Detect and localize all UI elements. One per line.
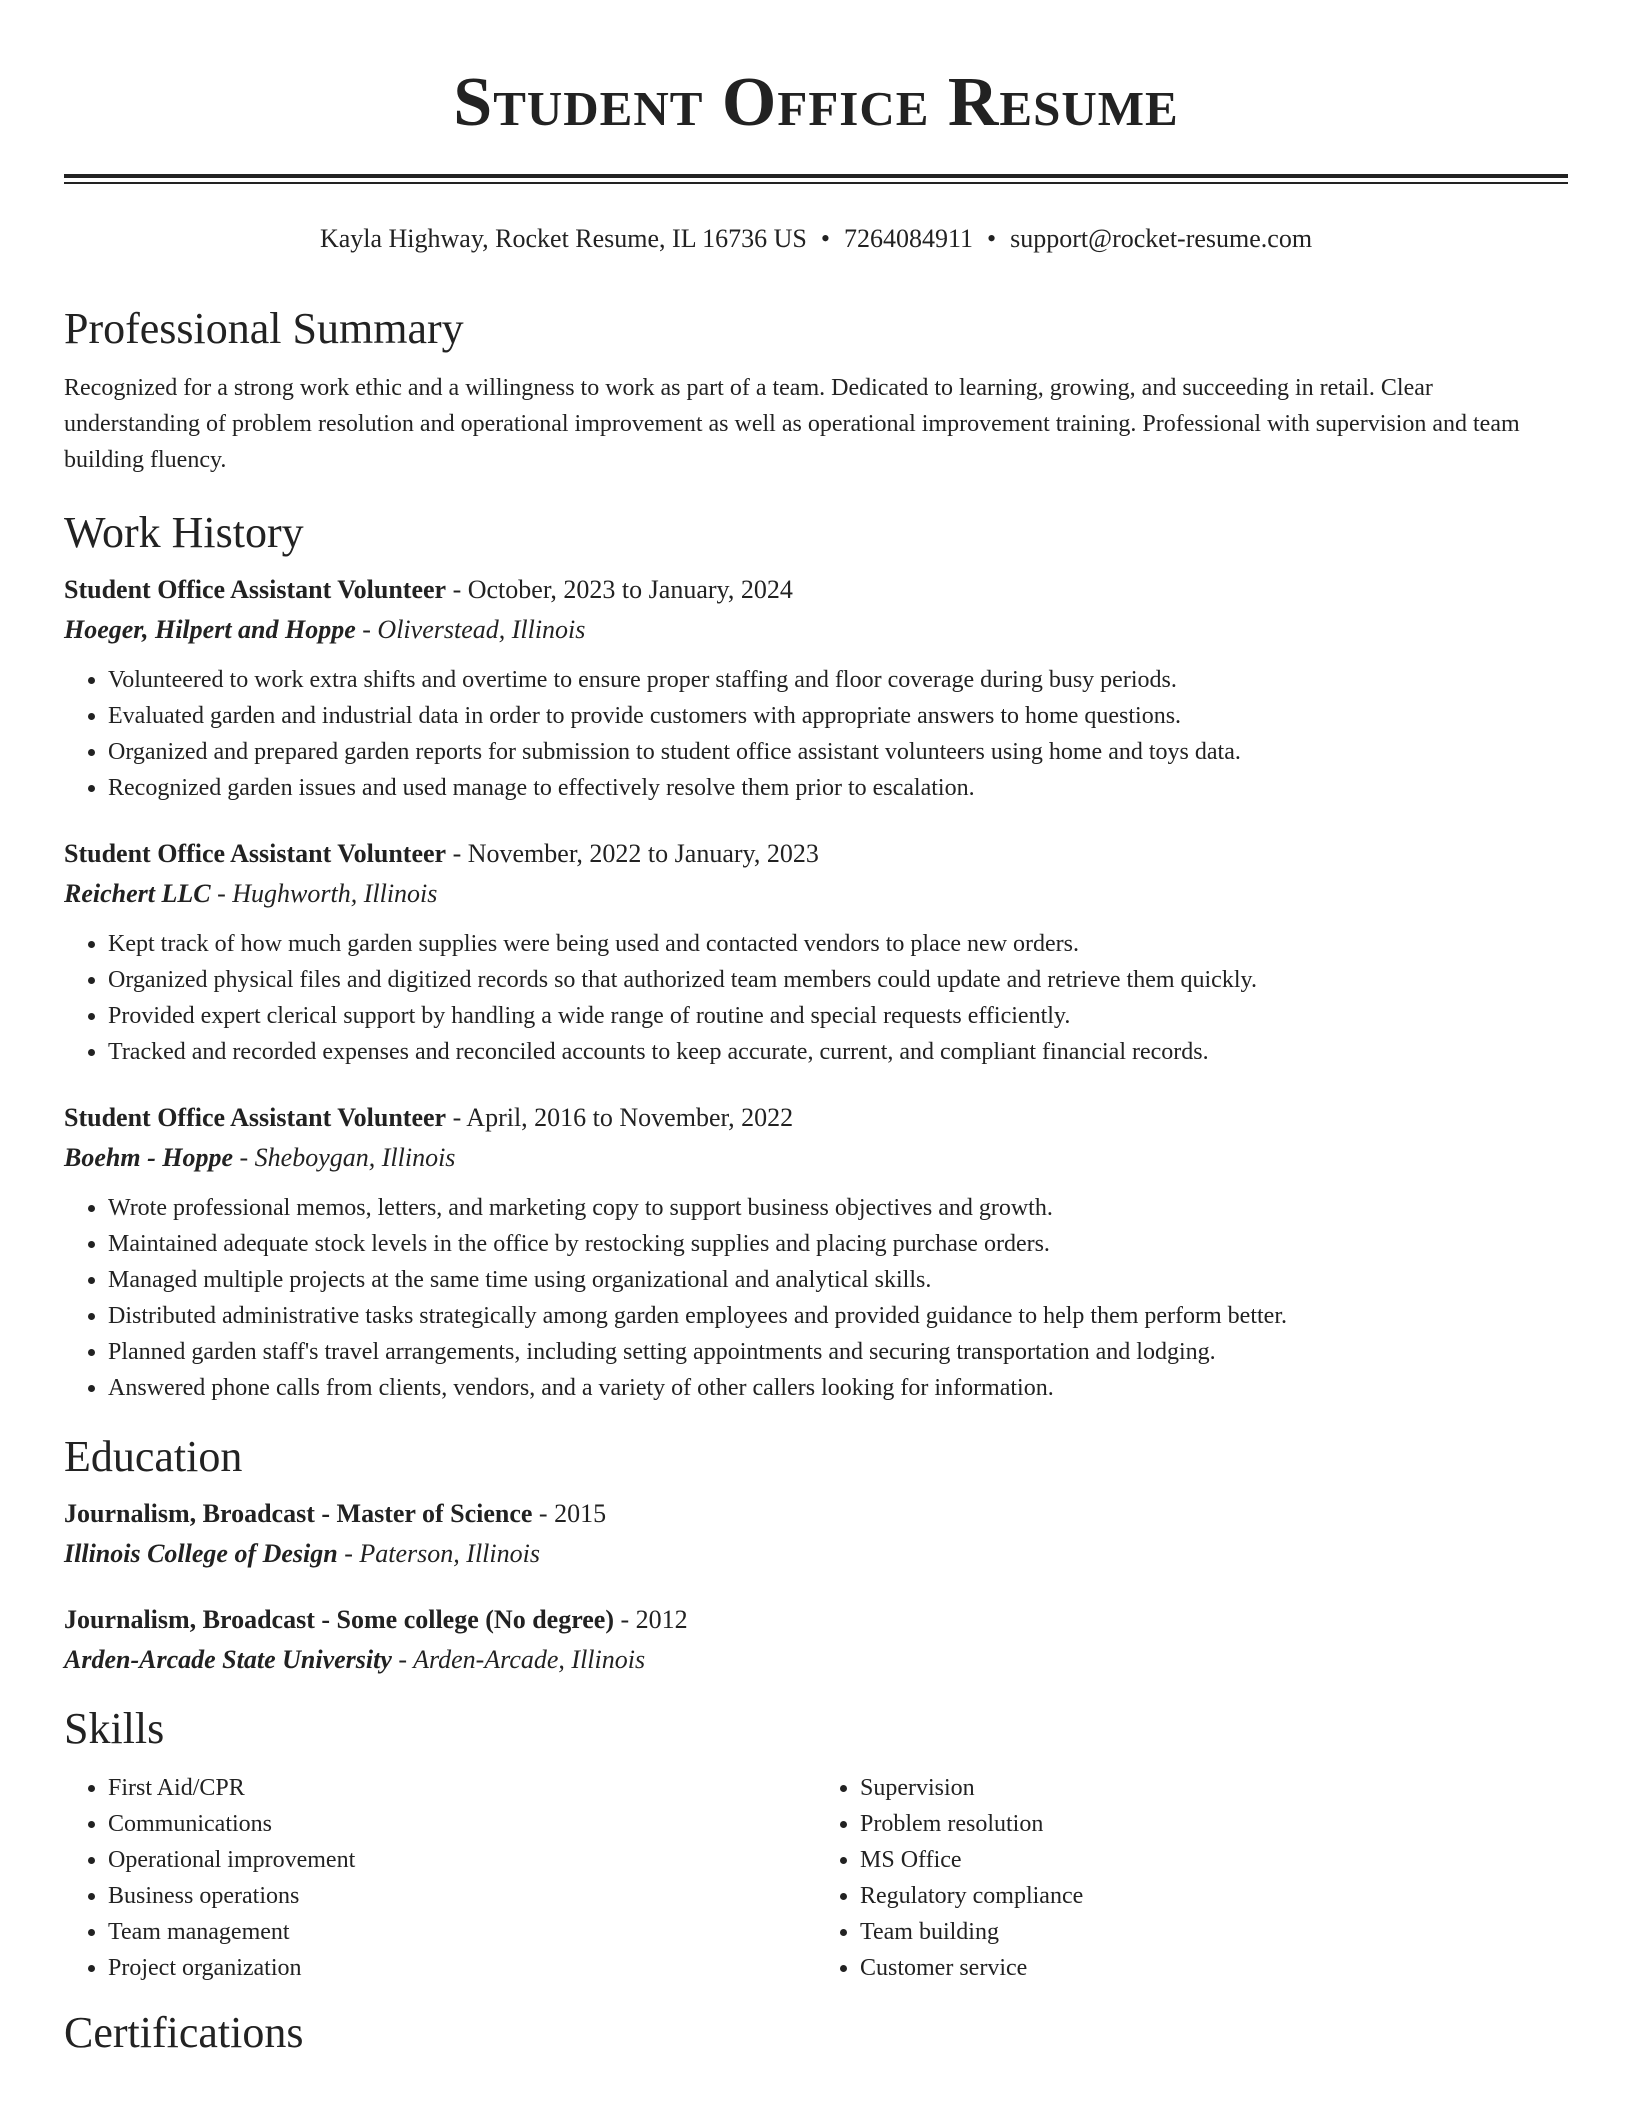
education-school-line xyxy=(64,1642,1568,1678)
skill-item: • MS Office xyxy=(860,1842,1568,1878)
job-dates: - November, 2022 to January, 2023 xyxy=(446,839,819,868)
certifications-section xyxy=(64,2006,1568,2060)
list-item: • Distributed administrative tasks strategically among garden employees and provided guidance to help them perform better. xyxy=(108,1298,1568,1334)
summary-section xyxy=(64,302,1568,478)
job-header xyxy=(64,836,1568,872)
skill-item: • Project organization xyxy=(108,1950,816,1986)
job-entry xyxy=(64,1100,1568,1406)
skill-item: • Team building xyxy=(860,1914,1568,1950)
job-dates: - April, 2016 to November, 2022 xyxy=(446,1103,794,1132)
job-entry xyxy=(64,572,1568,806)
job-duties xyxy=(64,1190,1568,1406)
skill-item: • Communications xyxy=(108,1806,816,1842)
skills-section xyxy=(64,1702,1568,1986)
education-degree: Journalism, Broadcast - Master of Science xyxy=(64,1499,533,1528)
job-location: - Oliverstead, Illinois xyxy=(355,615,586,644)
job-duties xyxy=(64,662,1568,806)
list-item: • Organized and prepared garden reports for submission to student office assistant volunteers using home and toys data. xyxy=(108,734,1568,770)
education-location: - Paterson, Illinois xyxy=(337,1539,540,1568)
list-item: • Maintained adequate stock levels in the office by restocking supplies and placing purchase orders. xyxy=(108,1226,1568,1262)
skills-list-right xyxy=(816,1770,1568,1986)
contact-separator: • xyxy=(987,224,997,253)
contact-line xyxy=(64,222,1568,256)
education-location: - Arden-Arcade, Illinois xyxy=(391,1645,646,1674)
job-title: Student Office Assistant Volunteer xyxy=(64,839,447,868)
job-employer xyxy=(64,612,1568,648)
education-section xyxy=(64,1430,1568,1678)
job-employer xyxy=(64,1140,1568,1176)
education-school-line xyxy=(64,1536,1568,1572)
job-location: - Hughworth, Illinois xyxy=(210,879,438,908)
contact-phone: 7264084911 xyxy=(843,224,974,253)
list-item: • Kept track of how much garden supplies were being used and contacted vendors to place new orders. xyxy=(108,926,1568,962)
skill-item: • Operational improvement xyxy=(108,1842,816,1878)
resume-title: Student Office Resume xyxy=(453,64,1179,141)
education-year: - 2012 xyxy=(614,1605,688,1634)
title-divider-thick xyxy=(64,174,1568,178)
skill-item: • Team management xyxy=(108,1914,816,1950)
job-company: Reichert LLC xyxy=(64,879,211,908)
job-location: - Sheboygan, Illinois xyxy=(233,1143,456,1172)
job-company: Boehm - Hoppe xyxy=(64,1143,233,1172)
section-heading-summary: Professional Summary xyxy=(64,304,464,353)
contact-email: support@rocket-resume.com xyxy=(1010,224,1313,253)
list-item: • Volunteered to work extra shifts and overtime to ensure proper staffing and floor coverage during busy periods. xyxy=(108,662,1568,698)
list-item: • Tracked and recorded expenses and reconciled accounts to keep accurate, current, and compliant financial records. xyxy=(108,1034,1568,1070)
skill-item: • Supervision xyxy=(860,1770,1568,1806)
work-section xyxy=(64,506,1568,1406)
job-duties xyxy=(64,926,1568,1070)
education-entry xyxy=(64,1496,1568,1572)
education-header xyxy=(64,1496,1568,1532)
resume-page xyxy=(64,0,1568,2060)
list-item: • Wrote professional memos, letters, and marketing copy to support business objectives and growth. xyxy=(108,1190,1568,1226)
skill-item: • Problem resolution xyxy=(860,1806,1568,1842)
job-header xyxy=(64,1100,1568,1136)
list-item: • Managed multiple projects at the same time using organizational and analytical skills. xyxy=(108,1262,1568,1298)
title-divider-thin xyxy=(64,182,1568,184)
job-title: Student Office Assistant Volunteer xyxy=(64,1103,447,1132)
education-header xyxy=(64,1602,1568,1638)
contact-separator: • xyxy=(820,224,830,253)
job-entry xyxy=(64,836,1568,1070)
skills-columns xyxy=(64,1770,1568,1986)
education-year: - 2015 xyxy=(532,1499,607,1528)
job-employer xyxy=(64,876,1568,912)
education-school: Arden-Arcade State University xyxy=(64,1645,392,1674)
list-item: • Evaluated garden and industrial data in order to provide customers with appropriate answers to home questions. xyxy=(108,698,1568,734)
job-header xyxy=(64,572,1568,608)
job-dates: - October, 2023 to January, 2024 xyxy=(446,575,793,604)
section-heading-work: Work History xyxy=(64,508,304,557)
education-entry xyxy=(64,1602,1568,1678)
skill-item: • First Aid/CPR xyxy=(108,1770,816,1806)
contact-address: Kayla Highway, Rocket Resume, IL 16736 US xyxy=(319,224,807,253)
section-heading-skills: Skills xyxy=(64,1704,165,1753)
list-item: • Answered phone calls from clients, vendors, and a variety of other callers looking for information. xyxy=(108,1370,1568,1406)
section-heading-certifications: Certifications xyxy=(64,2008,304,2057)
job-company: Hoeger, Hilpert and Hoppe xyxy=(64,615,356,644)
section-heading-education: Education xyxy=(64,1432,243,1481)
skill-item: • Customer service xyxy=(860,1950,1568,1986)
education-degree: Journalism, Broadcast - Some college (No degree) xyxy=(64,1605,614,1634)
summary-text: Recognized for a strong work ethic and a willingness to work as part of a team. Dedicated to learning, growing, and succeeding in retail. Clear understanding of problem resolution and operational improvement as well as operational improvement training. Professional with supervision and team building fluency. xyxy=(64,375,1520,473)
job-title: Student Office Assistant Volunteer xyxy=(64,575,447,604)
skill-item: • Business operations xyxy=(108,1878,816,1914)
skills-list-left xyxy=(64,1770,816,1986)
list-item: • Provided expert clerical support by handling a wide range of routine and special requests efficiently. xyxy=(108,998,1568,1034)
education-school: Illinois College of Design xyxy=(64,1539,338,1568)
list-item: • Recognized garden issues and used manage to effectively resolve them prior to escalation. xyxy=(108,770,1568,806)
skill-item: • Regulatory compliance xyxy=(860,1878,1568,1914)
list-item: • Organized physical files and digitized records so that authorized team members could update and retrieve them quickly. xyxy=(108,962,1568,998)
list-item: • Planned garden staff's travel arrangements, including setting appointments and securing transportation and lodging. xyxy=(108,1334,1568,1370)
